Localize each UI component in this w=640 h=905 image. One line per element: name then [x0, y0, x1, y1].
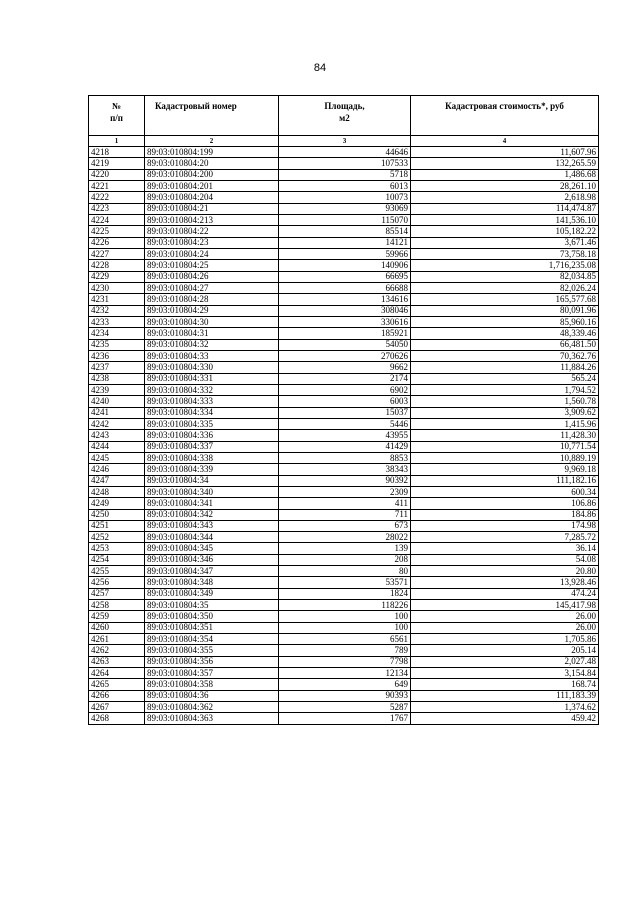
row-number-cell: 4260 [89, 622, 145, 633]
area-cell: 140906 [279, 260, 411, 271]
table-row [89, 271, 599, 282]
table-row [89, 634, 599, 645]
area-cell: 38343 [279, 464, 411, 475]
row-number-cell: 4258 [89, 600, 145, 611]
cost-cell: 11,607.96 [411, 147, 599, 158]
table-row [89, 384, 599, 395]
cadastral-number-cell: 89:03:010804:22 [145, 226, 279, 237]
cost-cell: 82,026.24 [411, 282, 599, 293]
cadastral-number-cell: 89:03:010804:363 [145, 713, 279, 724]
table-row [89, 464, 599, 475]
area-cell: 10073 [279, 192, 411, 203]
row-number-cell: 4267 [89, 702, 145, 713]
row-number-cell: 4219 [89, 158, 145, 169]
table-row [89, 294, 599, 305]
row-number-cell: 4244 [89, 441, 145, 452]
cadastral-number-cell: 89:03:010804:330 [145, 362, 279, 373]
table-row [89, 520, 599, 531]
cadastral-number-cell: 89:03:010804:213 [145, 214, 279, 225]
cost-cell: 600.34 [411, 486, 599, 497]
cadastral-table [88, 95, 599, 725]
row-number-cell: 4247 [89, 475, 145, 486]
cadastral-number-cell: 89:03:010804:333 [145, 396, 279, 407]
area-cell: 6003 [279, 396, 411, 407]
row-number-cell: 4257 [89, 588, 145, 599]
cadastral-number-cell: 89:03:010804:343 [145, 520, 279, 531]
cost-cell: 1,486.68 [411, 169, 599, 180]
cadastral-number-cell: 89:03:010804:31 [145, 328, 279, 339]
cadastral-number-cell: 89:03:010804:27 [145, 282, 279, 293]
cadastral-number-cell: 89:03:010804:204 [145, 192, 279, 203]
area-cell: 6013 [279, 180, 411, 191]
cadastral-number-cell: 89:03:010804:36 [145, 690, 279, 701]
table-row [89, 260, 599, 271]
row-number-cell: 4243 [89, 430, 145, 441]
area-cell: 308046 [279, 305, 411, 316]
cost-cell: 141,536.10 [411, 214, 599, 225]
table-row [89, 214, 599, 225]
cost-cell: 66,481.50 [411, 339, 599, 350]
cadastral-number-cell: 89:03:010804:349 [145, 588, 279, 599]
column-number: 1 [89, 136, 145, 147]
cadastral-number-cell: 89:03:010804:354 [145, 634, 279, 645]
area-cell: 9662 [279, 362, 411, 373]
cadastral-number-cell: 89:03:010804:358 [145, 679, 279, 690]
area-cell: 54050 [279, 339, 411, 350]
cost-cell: 80,091.96 [411, 305, 599, 316]
area-cell: 134616 [279, 294, 411, 305]
area-cell: 44646 [279, 147, 411, 158]
table-row [89, 418, 599, 429]
cost-cell: 1,716,235.08 [411, 260, 599, 271]
cost-cell: 111,183.39 [411, 690, 599, 701]
cost-cell: 474.24 [411, 588, 599, 599]
cost-cell: 73,758.18 [411, 248, 599, 259]
cadastral-number-cell: 89:03:010804:362 [145, 702, 279, 713]
row-number-cell: 4241 [89, 407, 145, 418]
cadastral-number-cell: 89:03:010804:350 [145, 611, 279, 622]
cost-cell: 459.42 [411, 713, 599, 724]
cost-cell: 205.14 [411, 645, 599, 656]
table-row [89, 158, 599, 169]
row-number-cell: 4218 [89, 147, 145, 158]
table-row [89, 407, 599, 418]
cost-cell: 10,771.54 [411, 441, 599, 452]
row-number-cell: 4231 [89, 294, 145, 305]
table-row [89, 430, 599, 441]
header-number-label: п/п [110, 113, 123, 124]
cost-cell: 2,027.48 [411, 656, 599, 667]
row-number-cell: 4265 [89, 679, 145, 690]
row-number-cell: 4233 [89, 316, 145, 327]
cadastral-number-cell: 89:03:010804:24 [145, 248, 279, 259]
area-cell: 80 [279, 566, 411, 577]
table-row [89, 713, 599, 724]
cadastral-number-cell: 89:03:010804:30 [145, 316, 279, 327]
cadastral-number-cell: 89:03:010804:23 [145, 237, 279, 248]
area-cell: 100 [279, 622, 411, 633]
header-cadastral-number: Кадастровый номер [145, 96, 279, 136]
table-row [89, 554, 599, 565]
cost-cell: 111,182.16 [411, 475, 599, 486]
table-row [89, 498, 599, 509]
cost-cell: 565.24 [411, 373, 599, 384]
cost-cell: 11,428.30 [411, 430, 599, 441]
cost-cell: 3,909.62 [411, 407, 599, 418]
cost-cell: 10,889.19 [411, 452, 599, 463]
cadastral-number-cell: 89:03:010804:344 [145, 532, 279, 543]
cadastral-number-cell: 89:03:010804:25 [145, 260, 279, 271]
area-cell: 43955 [279, 430, 411, 441]
area-cell: 59966 [279, 248, 411, 259]
cadastral-number-cell: 89:03:010804:331 [145, 373, 279, 384]
table-row [89, 396, 599, 407]
cadastral-number-cell: 89:03:010804:33 [145, 350, 279, 361]
cadastral-number-cell: 89:03:010804:355 [145, 645, 279, 656]
cost-cell: 1,794.52 [411, 384, 599, 395]
row-number-cell: 4234 [89, 328, 145, 339]
area-cell: 66688 [279, 282, 411, 293]
table-row [89, 532, 599, 543]
table-row [89, 203, 599, 214]
page-number: 84 [313, 62, 327, 74]
area-cell: 1767 [279, 713, 411, 724]
cadastral-number-cell: 89:03:010804:348 [145, 577, 279, 588]
area-cell: 711 [279, 509, 411, 520]
row-number-cell: 4240 [89, 396, 145, 407]
cost-cell: 1,560.78 [411, 396, 599, 407]
area-cell: 15037 [279, 407, 411, 418]
area-cell: 2174 [279, 373, 411, 384]
cadastral-number-cell: 89:03:010804:21 [145, 203, 279, 214]
table-row [89, 147, 599, 158]
cost-cell: 2,618.98 [411, 192, 599, 203]
table-body [89, 147, 599, 725]
row-number-cell: 4225 [89, 226, 145, 237]
cost-cell: 3,154.84 [411, 668, 599, 679]
area-cell: 7798 [279, 656, 411, 667]
table-row [89, 509, 599, 520]
table-row [89, 588, 599, 599]
area-cell: 6561 [279, 634, 411, 645]
header-number-symbol: № [111, 101, 122, 111]
area-cell: 411 [279, 498, 411, 509]
table-row [89, 169, 599, 180]
row-number-cell: 4221 [89, 180, 145, 191]
cadastral-number-cell: 89:03:010804:28 [145, 294, 279, 305]
table-row [89, 600, 599, 611]
cost-cell: 106.86 [411, 498, 599, 509]
header-number [89, 96, 145, 136]
cost-cell: 13,928.46 [411, 577, 599, 588]
area-cell: 1824 [279, 588, 411, 599]
area-cell: 107533 [279, 158, 411, 169]
row-number-cell: 4237 [89, 362, 145, 373]
header-cadastral-cost: Кадастровая стоимость*, руб [411, 96, 599, 136]
area-cell: 115070 [279, 214, 411, 225]
table-row [89, 679, 599, 690]
row-number-cell: 4224 [89, 214, 145, 225]
cost-cell: 36.14 [411, 543, 599, 554]
area-cell: 93069 [279, 203, 411, 214]
row-number-cell: 4252 [89, 532, 145, 543]
row-number-cell: 4259 [89, 611, 145, 622]
area-cell: 5446 [279, 418, 411, 429]
table-row [89, 282, 599, 293]
row-number-cell: 4227 [89, 248, 145, 259]
row-number-cell: 4256 [89, 577, 145, 588]
row-number-cell: 4268 [89, 713, 145, 724]
row-number-cell: 4228 [89, 260, 145, 271]
area-cell: 118226 [279, 600, 411, 611]
area-cell: 66695 [279, 271, 411, 282]
cost-cell: 1,705.86 [411, 634, 599, 645]
cost-cell: 70,362.76 [411, 350, 599, 361]
area-cell: 330616 [279, 316, 411, 327]
header-area [279, 96, 411, 136]
cadastral-number-cell: 89:03:010804:336 [145, 430, 279, 441]
table-row [89, 362, 599, 373]
row-number-cell: 4255 [89, 566, 145, 577]
header-area-unit: м2 [339, 113, 350, 124]
row-number-cell: 4253 [89, 543, 145, 554]
table-row [89, 192, 599, 203]
area-cell: 12134 [279, 668, 411, 679]
cost-cell: 184.86 [411, 509, 599, 520]
table-row [89, 577, 599, 588]
area-cell: 90392 [279, 475, 411, 486]
cost-cell: 26.00 [411, 622, 599, 633]
cost-cell: 165,577.68 [411, 294, 599, 305]
cost-cell: 48,339.46 [411, 328, 599, 339]
cost-cell: 9,969.18 [411, 464, 599, 475]
table-row [89, 702, 599, 713]
area-cell: 649 [279, 679, 411, 690]
cadastral-number-cell: 89:03:010804:20 [145, 158, 279, 169]
row-number-cell: 4263 [89, 656, 145, 667]
row-number-cell: 4235 [89, 339, 145, 350]
row-number-cell: 4246 [89, 464, 145, 475]
area-cell: 6902 [279, 384, 411, 395]
cost-cell: 1,415.96 [411, 418, 599, 429]
row-number-cell: 4262 [89, 645, 145, 656]
cost-cell: 54.08 [411, 554, 599, 565]
table-row [89, 645, 599, 656]
cost-cell: 26.00 [411, 611, 599, 622]
cadastral-number-cell: 89:03:010804:338 [145, 452, 279, 463]
table-row [89, 543, 599, 554]
area-cell: 85514 [279, 226, 411, 237]
table-row [89, 452, 599, 463]
cadastral-number-cell: 89:03:010804:341 [145, 498, 279, 509]
table-row [89, 690, 599, 701]
table-row [89, 622, 599, 633]
cost-cell: 1,374.62 [411, 702, 599, 713]
cost-cell: 28,261.10 [411, 180, 599, 191]
area-cell: 270626 [279, 350, 411, 361]
row-number-cell: 4249 [89, 498, 145, 509]
row-number-cell: 4236 [89, 350, 145, 361]
cadastral-number-cell: 89:03:010804:337 [145, 441, 279, 452]
area-cell: 14121 [279, 237, 411, 248]
row-number-cell: 4254 [89, 554, 145, 565]
cadastral-number-cell: 89:03:010804:199 [145, 147, 279, 158]
row-number-cell: 4229 [89, 271, 145, 282]
row-number-cell: 4222 [89, 192, 145, 203]
area-cell: 673 [279, 520, 411, 531]
cost-cell: 145,417.98 [411, 600, 599, 611]
cadastral-number-cell: 89:03:010804:357 [145, 668, 279, 679]
area-cell: 8853 [279, 452, 411, 463]
row-number-cell: 4232 [89, 305, 145, 316]
row-number-cell: 4230 [89, 282, 145, 293]
area-cell: 185921 [279, 328, 411, 339]
cadastral-number-cell: 89:03:010804:200 [145, 169, 279, 180]
area-cell: 5287 [279, 702, 411, 713]
row-number-cell: 4220 [89, 169, 145, 180]
row-number-cell: 4248 [89, 486, 145, 497]
area-cell: 41429 [279, 441, 411, 452]
row-number-cell: 4239 [89, 384, 145, 395]
cost-cell: 132,265.59 [411, 158, 599, 169]
row-number-cell: 4261 [89, 634, 145, 645]
area-cell: 53571 [279, 577, 411, 588]
cost-cell: 82,034.85 [411, 271, 599, 282]
area-cell: 5718 [279, 169, 411, 180]
cadastral-number-cell: 89:03:010804:346 [145, 554, 279, 565]
cadastral-number-cell: 89:03:010804:332 [145, 384, 279, 395]
table-row [89, 475, 599, 486]
row-number-cell: 4264 [89, 668, 145, 679]
table-row [89, 611, 599, 622]
cost-cell: 168.74 [411, 679, 599, 690]
row-number-cell: 4251 [89, 520, 145, 531]
table-row [89, 305, 599, 316]
cadastral-number-cell: 89:03:010804:345 [145, 543, 279, 554]
row-number-cell: 4266 [89, 690, 145, 701]
cadastral-number-cell: 89:03:010804:26 [145, 271, 279, 282]
table-row [89, 339, 599, 350]
cost-cell: 7,285.72 [411, 532, 599, 543]
cost-cell: 20.80 [411, 566, 599, 577]
row-number-cell: 4226 [89, 237, 145, 248]
cadastral-number-cell: 89:03:010804:351 [145, 622, 279, 633]
row-number-cell: 4245 [89, 452, 145, 463]
table-row [89, 328, 599, 339]
cost-cell: 11,884.26 [411, 362, 599, 373]
column-number: 4 [411, 136, 599, 147]
area-cell: 139 [279, 543, 411, 554]
area-cell: 789 [279, 645, 411, 656]
table-row [89, 226, 599, 237]
area-cell: 100 [279, 611, 411, 622]
table-row [89, 373, 599, 384]
table-header-row [89, 96, 599, 136]
row-number-cell: 4223 [89, 203, 145, 214]
table-row [89, 566, 599, 577]
cadastral-number-cell: 89:03:010804:201 [145, 180, 279, 191]
area-cell: 2309 [279, 486, 411, 497]
area-cell: 90393 [279, 690, 411, 701]
table-row [89, 316, 599, 327]
cost-cell: 174.98 [411, 520, 599, 531]
table-row [89, 668, 599, 679]
column-number: 2 [145, 136, 279, 147]
cadastral-number-cell: 89:03:010804:29 [145, 305, 279, 316]
cost-cell: 114,474.87 [411, 203, 599, 214]
cadastral-number-cell: 89:03:010804:32 [145, 339, 279, 350]
table-row [89, 656, 599, 667]
cadastral-number-cell: 89:03:010804:34 [145, 475, 279, 486]
table-row [89, 248, 599, 259]
cadastral-number-cell: 89:03:010804:342 [145, 509, 279, 520]
table-row [89, 441, 599, 452]
row-number-cell: 4242 [89, 418, 145, 429]
table-row [89, 350, 599, 361]
cadastral-number-cell: 89:03:010804:335 [145, 418, 279, 429]
header-area-label: Площадь, [324, 101, 365, 111]
cadastral-number-cell: 89:03:010804:356 [145, 656, 279, 667]
area-cell: 28022 [279, 532, 411, 543]
cost-cell: 105,182.22 [411, 226, 599, 237]
cadastral-number-cell: 89:03:010804:340 [145, 486, 279, 497]
cost-cell: 3,671.46 [411, 237, 599, 248]
row-number-cell: 4250 [89, 509, 145, 520]
cadastral-number-cell: 89:03:010804:35 [145, 600, 279, 611]
cadastral-number-cell: 89:03:010804:334 [145, 407, 279, 418]
cadastral-number-cell: 89:03:010804:339 [145, 464, 279, 475]
table-row [89, 180, 599, 191]
table-row [89, 486, 599, 497]
cadastral-number-cell: 89:03:010804:347 [145, 566, 279, 577]
table-row [89, 237, 599, 248]
cost-cell: 85,960.16 [411, 316, 599, 327]
column-number-row [89, 136, 599, 147]
area-cell: 208 [279, 554, 411, 565]
row-number-cell: 4238 [89, 373, 145, 384]
column-number: 3 [279, 136, 411, 147]
